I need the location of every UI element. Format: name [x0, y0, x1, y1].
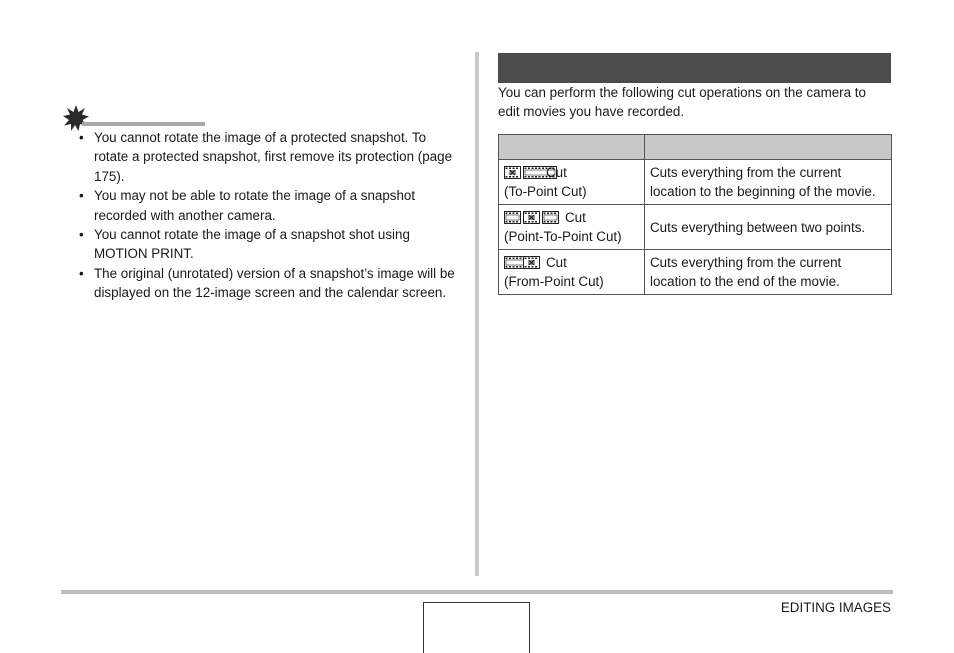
- cut-operations-table: [498, 134, 892, 295]
- section-footer-label: EDITING IMAGES: [780, 600, 891, 615]
- table-header-operation: [499, 135, 645, 160]
- cut-name: (To-Point Cut): [504, 184, 587, 199]
- frame-icon: [504, 211, 521, 224]
- intro-text: You can perform the following cut operations on the camera to edit movies you have recorded.: [498, 85, 866, 120]
- cut-label: Cut: [546, 255, 567, 270]
- description-cell: Cuts everything between two points.: [645, 205, 892, 250]
- table-row: [499, 250, 892, 295]
- cut-label: Cut: [546, 165, 567, 180]
- table-row: [499, 160, 892, 205]
- footer-rule: [61, 590, 893, 594]
- operation-cell: [499, 205, 645, 250]
- to-point-cut-icons: [504, 166, 540, 179]
- cut-icon: [523, 211, 540, 224]
- frame-icon: [542, 211, 559, 224]
- description-cell: Cuts everything from the current location to the end of the movie.: [645, 250, 892, 295]
- section-heading-bar: [498, 53, 891, 83]
- table-header-description: [645, 135, 892, 160]
- note-item: • The original (unrotated) version of a snapshot’s image will be displayed on the 12-image screen and the calendar screen.: [76, 264, 456, 303]
- note-item: • You cannot rotate the image of a snapshot shot using MOTION PRINT.: [76, 225, 456, 264]
- operation-cell: [499, 250, 645, 295]
- cut-name: (Point-To-Point Cut): [504, 229, 622, 244]
- description-cell: Cuts everything from the current location to the beginning of the movie.: [645, 160, 892, 205]
- cut-name: (From-Point Cut): [504, 274, 604, 289]
- cut-icon: [504, 166, 521, 179]
- frame-icon: [523, 166, 540, 179]
- cut-icon: [523, 256, 540, 269]
- table-header-row: [499, 135, 892, 160]
- important-notes-list: [76, 128, 456, 303]
- operation-cell: [499, 160, 645, 205]
- point-to-point-cut-icons: [504, 211, 559, 224]
- note-item: • You may not be able to rotate the image of a snapshot recorded with another camera.: [76, 186, 456, 225]
- column-divider: [475, 52, 479, 576]
- table-row: [499, 205, 892, 250]
- frame-icon: [504, 256, 521, 269]
- note-item: • You cannot rotate the image of a protected snapshot. To rotate a protected snapshot, first remove its protection (page 175).: [76, 128, 456, 186]
- cut-label: Cut: [565, 210, 586, 225]
- important-rule: [82, 122, 205, 126]
- from-point-cut-icons: [504, 256, 540, 269]
- page-number-box: [423, 602, 530, 653]
